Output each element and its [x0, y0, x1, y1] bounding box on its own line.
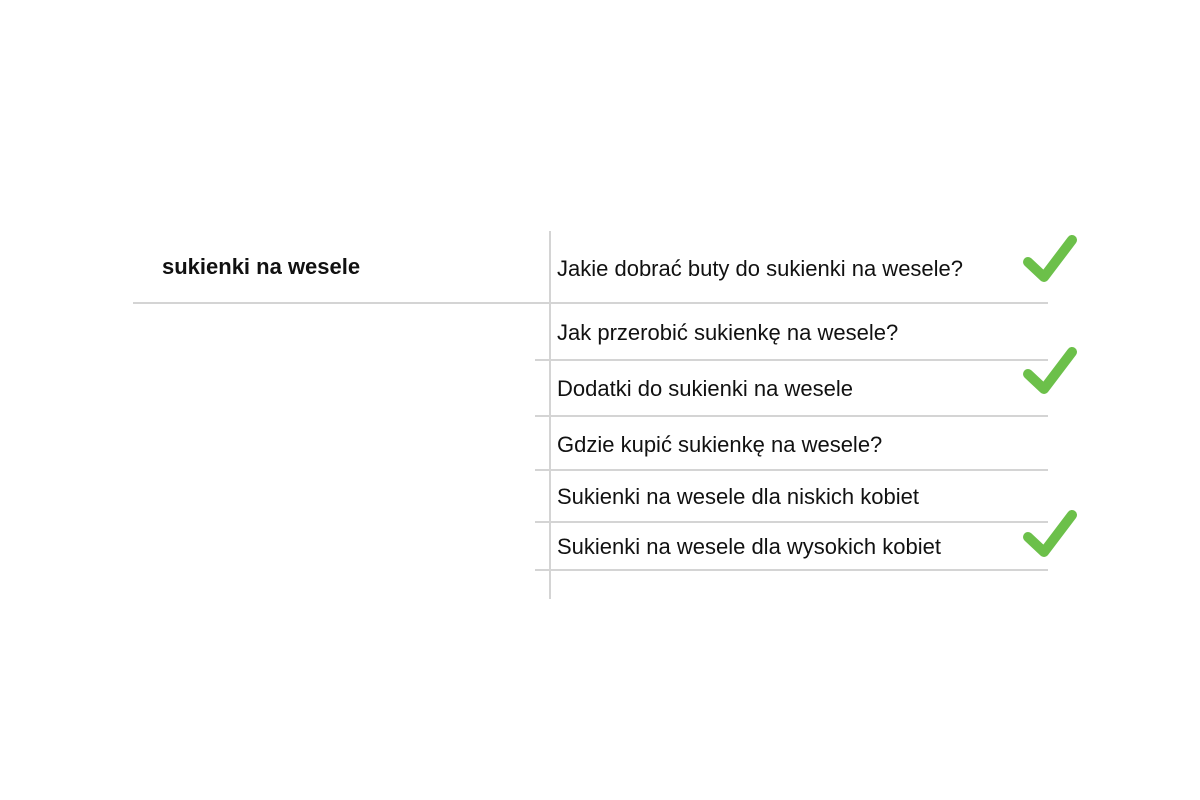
check-mark-icon: [1020, 505, 1080, 565]
question-cell: Jak przerobić sukienkę na wesele?: [557, 320, 899, 345]
check-mark-icon: [1020, 230, 1080, 290]
row-divider: [535, 521, 1048, 523]
row-divider: [535, 415, 1048, 417]
check-mark-icon: [1020, 342, 1080, 402]
row-divider: [535, 569, 1048, 571]
keyword-cell: sukienki na wesele: [162, 254, 361, 279]
question-cell: Sukienki na wesele dla wysokich kobiet: [557, 534, 941, 559]
question-cell: Sukienki na wesele dla niskich kobiet: [557, 484, 919, 509]
question-cell: Jakie dobrać buty do sukienki na wesele?: [557, 256, 964, 281]
question-cell: Dodatki do sukienki na wesele: [557, 376, 853, 401]
row-divider-keyword: [133, 302, 1048, 304]
row-divider: [535, 359, 1048, 361]
question-cell: Gdzie kupić sukienkę na wesele?: [557, 432, 883, 457]
row-divider: [535, 469, 1048, 471]
